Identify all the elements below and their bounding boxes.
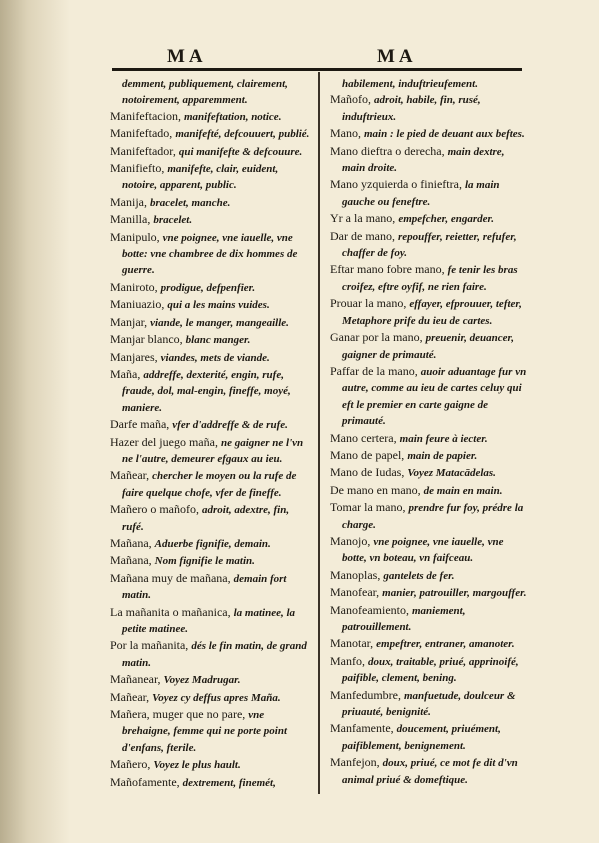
headword: Tomar la mano, — [330, 500, 406, 515]
definition: vne poignee, vne iauelle, vne botte, vn boteau, vn faifceau. — [342, 535, 504, 565]
dictionary-entry — [110, 280, 310, 296]
dictionary-entry — [110, 367, 310, 416]
headword: Ganar por la mano, — [330, 330, 423, 345]
headword: Mañero, — [110, 757, 151, 772]
headword: Mano de Iudas, — [330, 465, 405, 480]
dictionary-entry — [330, 330, 528, 363]
definition: adroit, adextre, fin, rufé. — [122, 504, 290, 533]
headword: Mano, — [330, 126, 361, 141]
left-column — [110, 76, 310, 792]
dictionary-entry — [330, 721, 528, 754]
definition: demment, publiquement, clairement, notoirement, apparemment. — [122, 78, 288, 107]
dictionary-entry — [330, 603, 528, 636]
headword: Mañear, — [110, 689, 150, 704]
headword: Eftar mano fobre mano, — [330, 262, 445, 277]
definition: empefcher, engarder. — [398, 213, 494, 226]
dictionary-entry — [330, 262, 528, 295]
dictionary-entry — [110, 468, 310, 501]
dictionary-entry — [330, 568, 528, 584]
dictionary-entry — [110, 109, 310, 125]
dictionary-entry — [110, 707, 310, 756]
definition: chercher le moyen ou la rufe de faire quelque chofe, vfer de fineffe. — [122, 470, 297, 499]
dictionary-entry — [330, 76, 528, 92]
headword: De mano en mano, — [330, 482, 421, 497]
definition: main de papier. — [407, 449, 478, 462]
definition: gantelets de fer. — [383, 569, 455, 582]
definition: viandes, mets de viande. — [160, 351, 270, 364]
definition: adroit, habile, fin, rusé, induftrieux. — [342, 94, 481, 123]
definition: manfuetude, doulceur & priuauté, benignité. — [342, 689, 516, 719]
dictionary-entry — [330, 364, 528, 430]
headword: Manofeamiento, — [330, 602, 409, 617]
page-binding-shadow — [0, 0, 70, 843]
headword: Manfedumbre, — [330, 687, 401, 702]
dictionary-entry — [330, 296, 528, 329]
definition: repouffer, reietter, refufer, chaffer de foy. — [342, 230, 517, 260]
headword: Mañanear, — [110, 672, 161, 687]
definition: bracelet, manche. — [150, 196, 231, 209]
dictionary-entry — [110, 195, 310, 211]
headword: Paffar de la mano, — [330, 363, 418, 378]
dictionary-entry — [110, 757, 310, 773]
definition: manifefté, defcouuert, publié. — [175, 128, 310, 141]
dictionary-entry — [110, 76, 310, 109]
definition: maniement, patrouillement. — [342, 604, 466, 633]
headword: Mañear, — [110, 468, 150, 483]
definition: Voyez cy deffus apres Maña. — [152, 691, 281, 704]
definition: empeftrer, entraner, amanoter. — [376, 638, 515, 651]
definition: main feure à iecter. — [399, 432, 488, 445]
definition: dextrement, finemét, — [182, 776, 276, 789]
definition: la matinee, la petite matinee. — [122, 606, 296, 635]
definition: manifefte, clair, euident, notoire, apparent, public. — [122, 163, 279, 192]
definition: addreffe, dexterité, engin, rufe, fraude, dol, mal-engin, fineffe, moyé, maniere. — [122, 368, 291, 414]
dictionary-entry — [110, 553, 310, 569]
headword: Mañana, — [110, 553, 152, 568]
dictionary-entry — [110, 332, 310, 348]
definition: demain fort matin. — [122, 572, 287, 602]
headword: Manipulo, — [110, 229, 160, 244]
headword: Manjar blanco, — [110, 332, 183, 347]
dictionary-entry — [110, 502, 310, 535]
header-left: MA — [167, 46, 207, 67]
dictionary-entry — [330, 431, 528, 447]
running-header — [112, 46, 522, 70]
dictionary-entry — [330, 534, 528, 567]
definition: manifeftation, notice. — [183, 110, 282, 123]
definition: doux, priué, ce mot fe dit d'vn animal priué & domeftique. — [342, 757, 518, 786]
definition: Voyez le plus hault. — [153, 759, 241, 772]
headword: Manifeftado, — [110, 126, 173, 141]
dictionary-entry — [330, 144, 528, 177]
definition: doux, traitable, priué, apprinoifé, paifible, clement, bening. — [342, 655, 519, 685]
dictionary-entry — [330, 755, 528, 788]
headword: Mañana muy de mañana, — [110, 570, 231, 585]
headword: Manilla, — [110, 212, 151, 227]
definition: main : le pied de deuant aux beftes. — [364, 128, 525, 141]
headword: Manjares, — [110, 349, 158, 364]
headword: Maniroto, — [110, 279, 158, 294]
dictionary-entry — [330, 585, 528, 601]
headword: Prouar la mano, — [330, 296, 407, 311]
dictionary-entry — [110, 638, 310, 671]
headword: Mañana, — [110, 535, 152, 550]
definition: bracelet. — [153, 214, 193, 227]
headword: La mañanita o mañanica, — [110, 604, 231, 619]
definition: qui manifefte & defcouure. — [178, 145, 303, 158]
headword: Por la mañanita, — [110, 638, 189, 653]
headword: Mano de papel, — [330, 447, 405, 462]
definition: main dextre, main droite. — [342, 145, 505, 175]
dictionary-entry — [110, 144, 310, 160]
definition: blanc manger. — [185, 334, 251, 347]
headword: Manfamente, — [330, 721, 394, 736]
definition: Voyez Matacādelas. — [407, 467, 496, 480]
headword: Maniuazio, — [110, 297, 165, 312]
definition: de main en main. — [423, 484, 503, 497]
headword: Yr a la mano, — [330, 211, 396, 226]
dictionary-entry — [330, 500, 528, 533]
headword: Mano certera, — [330, 430, 397, 445]
headword: Mano dieftra o derecha, — [330, 143, 445, 158]
header-rule — [112, 68, 522, 71]
definition: ne gaigner ne l'vn ne l'autre, demeurer efgaux au ieu. — [122, 436, 304, 465]
dictionary-entry — [330, 229, 528, 262]
dictionary-entry — [110, 435, 310, 468]
dictionary-entry — [330, 654, 528, 687]
dictionary-entry — [110, 672, 310, 688]
definition: prendre fur foy, prédre la charge. — [342, 502, 524, 531]
dictionary-entry — [110, 126, 310, 142]
definition: prodigue, defpenfier. — [160, 281, 256, 294]
headword: Manifeftacion, — [110, 108, 181, 123]
headword: Mañofo, — [330, 92, 371, 107]
dictionary-entry — [110, 536, 310, 552]
dictionary-entry — [330, 636, 528, 652]
headword: Darfe maña, — [110, 417, 170, 432]
dictionary-entry — [330, 177, 528, 210]
definition: Aduerbe fignifie, demain. — [154, 537, 271, 550]
headword: Dar de mano, — [330, 228, 395, 243]
dictionary-entry — [330, 465, 528, 481]
definition: manier, patrouiller, margouffer. — [382, 587, 527, 600]
definition: viande, le manger, mangeaille. — [150, 316, 289, 329]
headword: Manojo, — [330, 533, 371, 548]
definition: dés le fin matin, de grand matin. — [122, 640, 307, 669]
definition: auoir aduantage fur vn autre, comme au ieu de cartes celuy qui eft le premier en carte gaigne de primauté. — [342, 365, 527, 428]
definition: habilement, induftrieufement. — [342, 78, 478, 90]
headword: Manfejon, — [330, 755, 380, 770]
headword: Manifiefto, — [110, 161, 165, 176]
definition: effayer, efprouuer, tefter, Metaphore prife du ieu de cartes. — [342, 298, 522, 327]
dictionary-entry — [330, 211, 528, 227]
definition: preuenir, deuancer, gaigner de primauté. — [342, 332, 514, 361]
definition: vne brehaigne, femme qui ne porte point d'enfans, fterile. — [122, 709, 287, 754]
dictionary-entry — [110, 417, 310, 433]
headword: Manjar, — [110, 314, 148, 329]
dictionary-entry — [110, 161, 310, 194]
dictionary-entry — [110, 775, 310, 791]
headword: Mañofamente, — [110, 774, 180, 789]
dictionary-entry — [330, 448, 528, 464]
headword: Manofear, — [330, 585, 380, 600]
definition: fe tenir les bras croifez, eftre oyfif, ne rien faire. — [342, 264, 518, 293]
headword: Manoplas, — [330, 567, 381, 582]
definition: Voyez Madrugar. — [163, 674, 241, 687]
dictionary-entry — [110, 350, 310, 366]
dictionary-entry — [110, 605, 310, 638]
dictionary-entry — [110, 315, 310, 331]
headword: Manija, — [110, 194, 147, 209]
headword: Maña, — [110, 366, 141, 381]
dictionary-entry — [330, 126, 528, 142]
headword: Manfo, — [330, 653, 365, 668]
definition: qui a les mains vuides. — [167, 299, 270, 312]
headword: Manotar, — [330, 636, 374, 651]
dictionary-entry — [110, 230, 310, 279]
definition: doucement, priuément, paifiblement, benignement. — [342, 723, 501, 752]
dictionary-entry — [110, 212, 310, 228]
headword: Mañera, muger que no pare, — [110, 707, 246, 722]
definition: la main gauche ou feneftre. — [342, 179, 500, 208]
dictionary-entry — [330, 688, 528, 721]
definition: vfer d'addreffe & de rufe. — [172, 419, 288, 432]
definition: Nom fignifie le matin. — [154, 555, 255, 568]
dictionary-entry — [110, 571, 310, 604]
dictionary-entry — [330, 92, 528, 125]
headword: Manifeftador, — [110, 143, 176, 158]
dictionary-entry — [110, 297, 310, 313]
headword: Mano yzquierda o finieftra, — [330, 177, 462, 192]
dictionary-entry — [330, 483, 528, 499]
headword: Hazer del juego maña, — [110, 434, 218, 449]
headword: Mañero o mañofo, — [110, 502, 199, 517]
column-divider — [318, 72, 320, 794]
right-column — [330, 76, 528, 789]
definition: vne poignee, vne iauelle, vne botte: vne chambree de dix hommes de guerre. — [122, 231, 298, 277]
dictionary-entry — [110, 690, 310, 706]
header-right: MA — [377, 46, 417, 67]
